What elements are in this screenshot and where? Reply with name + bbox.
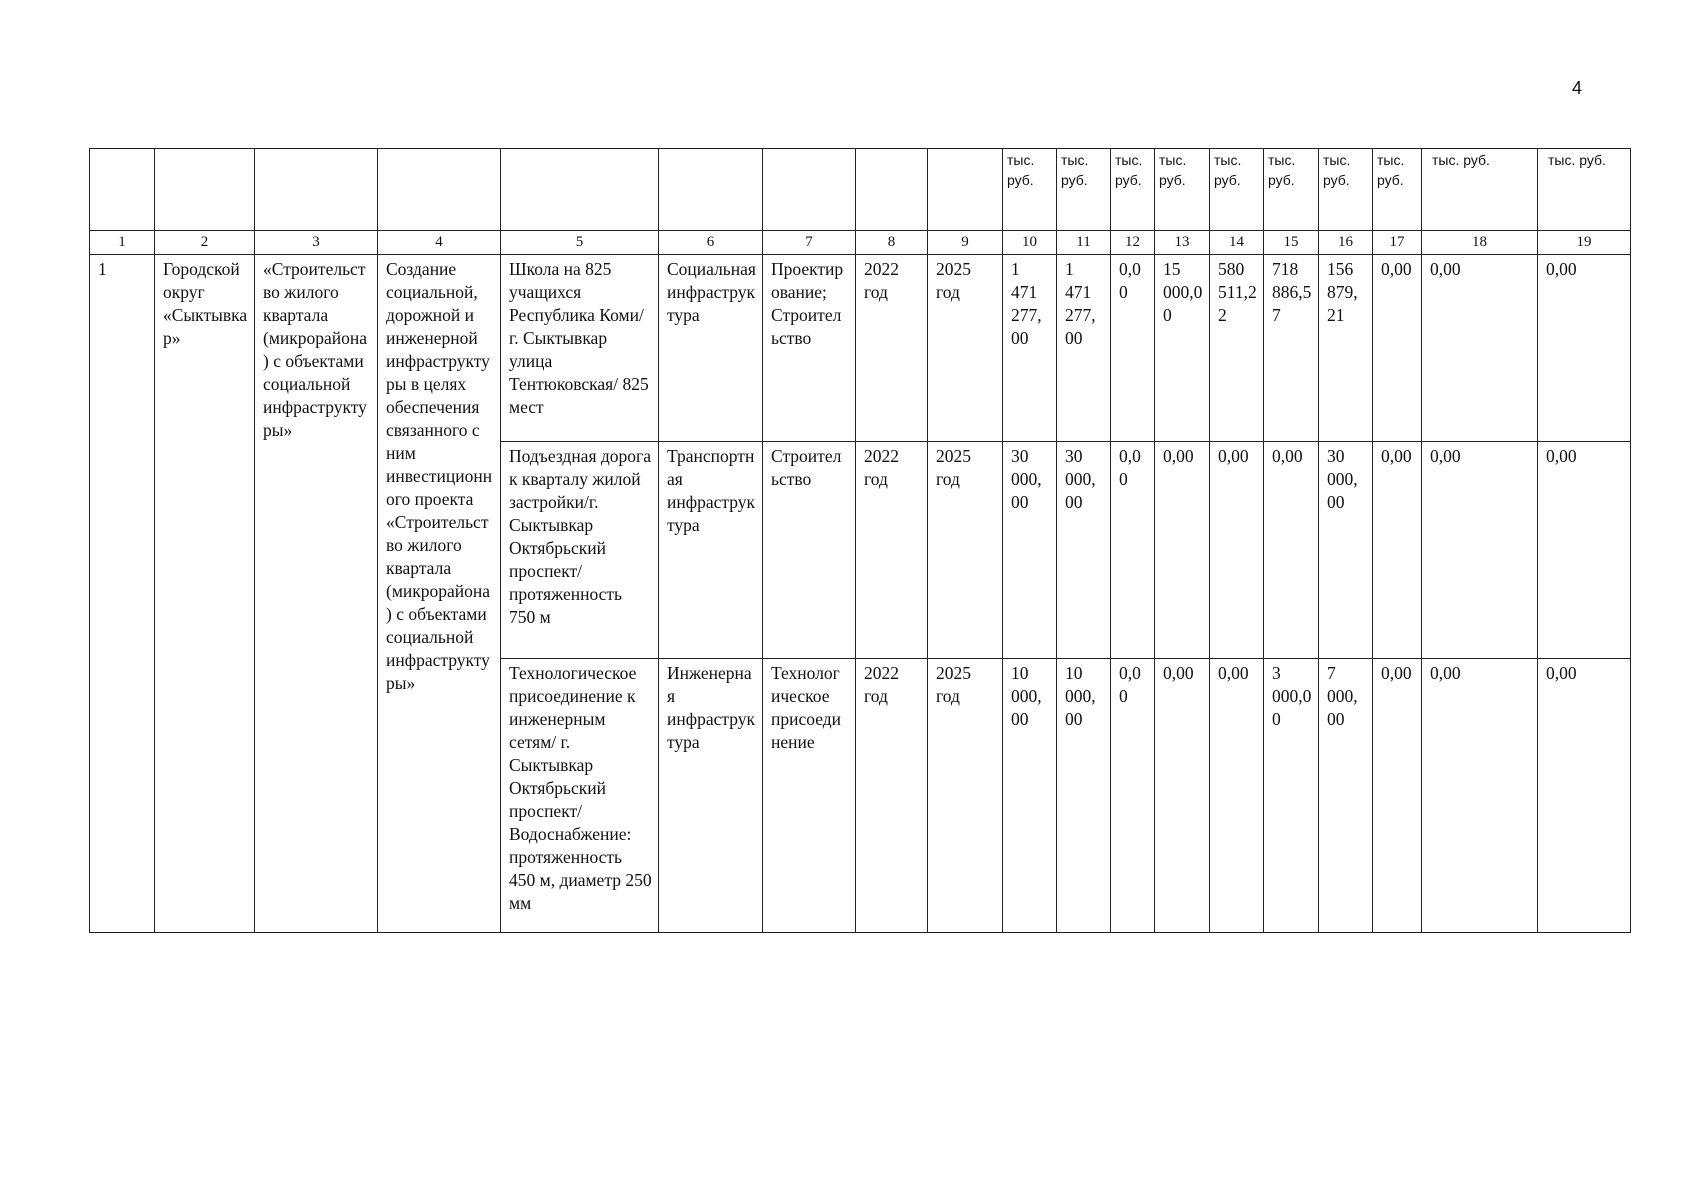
amount-cell: 0,00 xyxy=(1422,659,1538,933)
column-number: 16 xyxy=(1319,231,1373,255)
amount-cell: 0,00 xyxy=(1111,442,1155,659)
amount-cell: 0,00 xyxy=(1210,442,1264,659)
amount-cell: 0,00 xyxy=(1155,442,1210,659)
amount-cell: 10 000,00 xyxy=(1003,659,1057,933)
goal-cell: Создание социальной, дорожной и инженерной инфраструктуры в целях обеспечения связанного с ним инвестиционного проекта «Строительство жилого квартала (микрорайона) с объектами социальной инфраструктуры» xyxy=(378,255,501,933)
page-number: 4 xyxy=(1572,78,1583,98)
category-cell: Социальная инфраструктура xyxy=(659,255,763,442)
amount-cell: 1 471 277,00 xyxy=(1057,255,1111,442)
units-cell xyxy=(255,149,378,231)
amount-cell: 0,00 xyxy=(1373,659,1422,933)
units-cell: тыс. руб. xyxy=(1057,149,1111,231)
units-cell xyxy=(378,149,501,231)
column-number: 3 xyxy=(255,231,378,255)
units-cell xyxy=(659,149,763,231)
units-cell xyxy=(90,149,155,231)
amount-cell: 3 000,00 xyxy=(1264,659,1319,933)
units-cell: тыс. руб. xyxy=(1210,149,1264,231)
units-cell: тыс. руб. xyxy=(1111,149,1155,231)
units-cell: тыс. руб. xyxy=(1422,149,1538,231)
units-cell xyxy=(501,149,659,231)
amount-cell: 0,00 xyxy=(1538,442,1631,659)
end-year-cell: 2025 год xyxy=(928,442,1003,659)
amount-cell: 0,00 xyxy=(1111,659,1155,933)
object-cell: Подъездная дорога к кварталу жилой застройки/г. Сыктывкар Октябрьский проспект/протяженность 750 м xyxy=(501,442,659,659)
column-number: 2 xyxy=(155,231,255,255)
column-number-row xyxy=(90,231,1631,255)
column-number: 12 xyxy=(1111,231,1155,255)
units-cell: тыс. руб. xyxy=(1003,149,1057,231)
amount-cell: 0,00 xyxy=(1210,659,1264,933)
amount-cell: 0,00 xyxy=(1111,255,1155,442)
amount-cell: 0,00 xyxy=(1538,255,1631,442)
object-cell: Технологическое присоединение к инженерным сетям/ г. Сыктывкар Октябрьский проспект/Водоснабжение: протяженность 450 м, диаметр 250 мм xyxy=(501,659,659,933)
column-number: 11 xyxy=(1057,231,1111,255)
units-cell xyxy=(856,149,928,231)
work-type-cell: Технологическое присоединение xyxy=(763,659,856,933)
investment-table xyxy=(89,148,1631,933)
column-number: 18 xyxy=(1422,231,1538,255)
units-cell: тыс. руб. xyxy=(1264,149,1319,231)
amount-cell: 7 000,00 xyxy=(1319,659,1373,933)
amount-cell: 0,00 xyxy=(1538,659,1631,933)
start-year-cell: 2022 год xyxy=(856,659,928,933)
amount-cell: 0,00 xyxy=(1373,255,1422,442)
column-number: 14 xyxy=(1210,231,1264,255)
category-cell: Транспортная инфраструктура xyxy=(659,442,763,659)
column-number: 1 xyxy=(90,231,155,255)
units-cell xyxy=(763,149,856,231)
column-number: 5 xyxy=(501,231,659,255)
amount-cell: 15 000,00 xyxy=(1155,255,1210,442)
amount-cell: 0,00 xyxy=(1373,442,1422,659)
column-number: 6 xyxy=(659,231,763,255)
object-cell: Школа на 825 учащихся Республика Коми/г. Сыктывкар улица Тентюковская/ 825 мест xyxy=(501,255,659,442)
category-cell: Инженерная инфраструктура xyxy=(659,659,763,933)
units-cell: тыс. руб. xyxy=(1319,149,1373,231)
work-type-cell: Строительство xyxy=(763,442,856,659)
amount-cell: 30 000,00 xyxy=(1319,442,1373,659)
amount-cell: 718 886,57 xyxy=(1264,255,1319,442)
start-year-cell: 2022 год xyxy=(856,442,928,659)
end-year-cell: 2025 год xyxy=(928,255,1003,442)
work-type-cell: Проектирование; Строительство xyxy=(763,255,856,442)
amount-cell: 156 879,21 xyxy=(1319,255,1373,442)
amount-cell: 0,00 xyxy=(1155,659,1210,933)
start-year-cell: 2022 год xyxy=(856,255,928,442)
row-number-cell: 1 xyxy=(90,255,155,933)
units-cell: тыс. руб. xyxy=(1373,149,1422,231)
amount-cell: 0,00 xyxy=(1264,442,1319,659)
units-header-row xyxy=(90,149,1631,231)
column-number: 15 xyxy=(1264,231,1319,255)
column-number: 8 xyxy=(856,231,928,255)
amount-cell: 0,00 xyxy=(1422,442,1538,659)
end-year-cell: 2025 год xyxy=(928,659,1003,933)
amount-cell: 1 471 277,00 xyxy=(1003,255,1057,442)
project-name-cell: «Строительство жилого квартала (микрорайона) с объектами социальной инфраструктуры» xyxy=(255,255,378,933)
column-number: 4 xyxy=(378,231,501,255)
column-number: 7 xyxy=(763,231,856,255)
amount-cell: 10 000,00 xyxy=(1057,659,1111,933)
column-number: 17 xyxy=(1373,231,1422,255)
amount-cell: 580 511,22 xyxy=(1210,255,1264,442)
column-number: 13 xyxy=(1155,231,1210,255)
amount-cell: 0,00 xyxy=(1422,255,1538,442)
column-number: 19 xyxy=(1538,231,1631,255)
units-cell xyxy=(928,149,1003,231)
column-number: 9 xyxy=(928,231,1003,255)
units-cell xyxy=(155,149,255,231)
units-cell: тыс. руб. xyxy=(1538,149,1631,231)
municipality-cell: Городской округ «Сыктывкар» xyxy=(155,255,255,933)
units-cell: тыс. руб. xyxy=(1155,149,1210,231)
column-number: 10 xyxy=(1003,231,1057,255)
amount-cell: 30 000,00 xyxy=(1003,442,1057,659)
amount-cell: 30 000,00 xyxy=(1057,442,1111,659)
table-row xyxy=(90,255,1631,442)
